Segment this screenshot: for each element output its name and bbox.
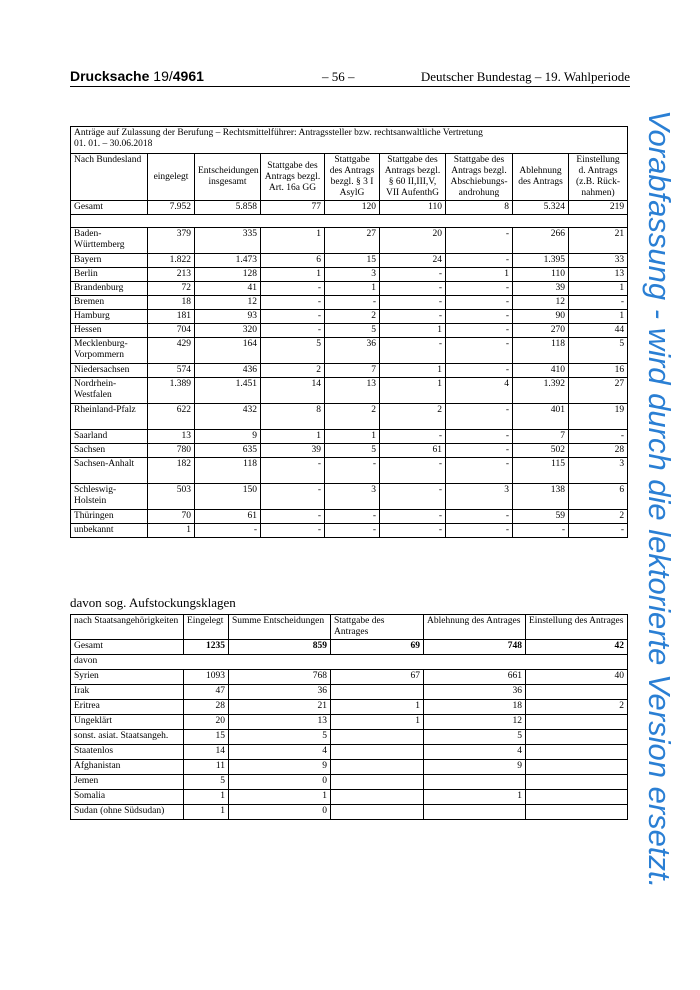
table-row — [71, 524, 628, 538]
table-cell: 72 — [148, 282, 195, 296]
table-row — [71, 268, 628, 282]
table-cell: 4 — [229, 745, 331, 760]
table-cell: Eritrea — [71, 700, 184, 715]
table-cell: 1 — [261, 268, 325, 282]
table-cell: 11 — [184, 760, 229, 775]
table-cell: 6 — [569, 484, 628, 510]
table-cell: Schleswig-Holstein — [71, 484, 148, 510]
table-cell — [526, 775, 628, 790]
table-cell — [331, 685, 424, 700]
table-cell: 1 — [229, 790, 331, 805]
table-cell: 39 — [261, 444, 325, 458]
table-cell: 1.473 — [195, 254, 261, 268]
table-cell: 4 — [424, 745, 526, 760]
table-cell: Rheinland-Pfalz — [71, 404, 148, 430]
table-cell: 1 — [148, 524, 195, 538]
table-cell: Baden-Württemberg — [71, 228, 148, 254]
table-cell: - — [380, 296, 446, 310]
column-header: Stattgabe des Antrags bezgl. § 3 I AsylG — [325, 154, 380, 201]
table-cell: 379 — [148, 228, 195, 254]
table-cell: 2 — [569, 510, 628, 524]
table-cell: - — [446, 228, 513, 254]
table-row — [71, 228, 628, 254]
table-row — [71, 404, 628, 430]
table-cell: 1.395 — [513, 254, 569, 268]
table-cell: 432 — [195, 404, 261, 430]
column-header: Stattgabe des Antrags bezgl. Art. 16a GG — [261, 154, 325, 201]
table-cell — [526, 730, 628, 745]
table-cell: 24 — [380, 254, 446, 268]
table-cell: 67 — [331, 670, 424, 685]
table-row — [71, 364, 628, 378]
table-row — [71, 430, 628, 444]
table-cell: 70 — [148, 510, 195, 524]
table-cell: 661 — [424, 670, 526, 685]
table-cell — [331, 775, 424, 790]
table-cell: 9 — [195, 430, 261, 444]
table-cell: Mecklenburg-Vorpommern — [71, 338, 148, 364]
document-number — [70, 68, 204, 84]
table-cell: 13 — [569, 268, 628, 282]
table-cell: 859 — [229, 640, 331, 655]
table-cell: Gesamt — [71, 640, 184, 655]
table-title-line1: Anträge auf Zulassung der Berufung – Rechtsmittelführer: Antragssteller bzw. rechtsanwaltliche Vertretung — [74, 128, 483, 138]
table-header-row — [71, 615, 628, 640]
header-rule — [70, 86, 630, 87]
table-cell: 5.324 — [513, 201, 569, 215]
table-cell: 110 — [513, 268, 569, 282]
table-cell: 13 — [229, 715, 331, 730]
table-row — [71, 715, 628, 730]
table-cell: - — [446, 338, 513, 364]
table-row — [71, 775, 628, 790]
table-cell: Berlin — [71, 268, 148, 282]
table-cell: 1235 — [184, 640, 229, 655]
table-cell: 14 — [184, 745, 229, 760]
table-cell: - — [569, 296, 628, 310]
table-cell: Afghanistan — [71, 760, 184, 775]
table-cell: Jemen — [71, 775, 184, 790]
table-cell: Sachsen — [71, 444, 148, 458]
table-cell: 47 — [184, 685, 229, 700]
table-cell: - — [380, 282, 446, 296]
table-cell: Sachsen-Anhalt — [71, 458, 148, 484]
table-cell: - — [380, 458, 446, 484]
doc-number-b: 4961 — [172, 68, 204, 84]
table-cell: 7.952 — [148, 201, 195, 215]
table-cell: 1 — [380, 364, 446, 378]
davon-row — [71, 655, 628, 670]
table-cell: 3 — [569, 458, 628, 484]
table-cell: - — [325, 458, 380, 484]
table-cell: 2 — [261, 364, 325, 378]
table-cell: 138 — [513, 484, 569, 510]
table-cell: - — [261, 324, 325, 338]
table-cell: 622 — [148, 404, 195, 430]
table-cell: 1.451 — [195, 378, 261, 404]
table-cell: 110 — [380, 201, 446, 215]
subtitle: davon sog. Aufstockungsklagen — [70, 595, 236, 610]
table-row — [71, 324, 628, 338]
table-cell: 5 — [325, 324, 380, 338]
table-cell: 5 — [229, 730, 331, 745]
table-cell: Thüringen — [71, 510, 148, 524]
table-cell: Brandenburg — [71, 282, 148, 296]
table-cell: 410 — [513, 364, 569, 378]
table-cell: 6 — [261, 254, 325, 268]
table-cell: 12 — [195, 296, 261, 310]
table-cell: 574 — [148, 364, 195, 378]
table-cell: 1 — [184, 790, 229, 805]
table-cell: 2 — [325, 404, 380, 430]
table-cell: Staatenlos — [71, 745, 184, 760]
table-cell: 59 — [513, 510, 569, 524]
table-cell: 320 — [195, 324, 261, 338]
table-cell: 5.858 — [195, 201, 261, 215]
table-cell — [526, 790, 628, 805]
table-cell: 36 — [325, 338, 380, 364]
table-row — [71, 790, 628, 805]
table-row — [71, 296, 628, 310]
table-row — [71, 458, 628, 484]
table-cell: 1 — [569, 310, 628, 324]
table-cell: Irak — [71, 685, 184, 700]
column-header: Ablehnung des Antrages — [424, 615, 526, 640]
table-cell: 0 — [229, 775, 331, 790]
column-header: Entscheidungen insgesamt — [195, 154, 261, 201]
table-cell: 1 — [331, 715, 424, 730]
table-cell: 20 — [184, 715, 229, 730]
table-cell: 28 — [184, 700, 229, 715]
table-cell: - — [446, 444, 513, 458]
table-cell: 7 — [325, 364, 380, 378]
table-row — [71, 730, 628, 745]
table-cell — [526, 685, 628, 700]
table-cell: 40 — [526, 670, 628, 685]
table-cell: 1 — [261, 228, 325, 254]
table-cell: Niedersachsen — [71, 364, 148, 378]
table-cell: 14 — [261, 378, 325, 404]
table-cell: 1 — [325, 430, 380, 444]
table-cell: 768 — [229, 670, 331, 685]
table-row — [71, 510, 628, 524]
table-cell: - — [569, 430, 628, 444]
table-row — [71, 745, 628, 760]
table-cell: 2 — [380, 404, 446, 430]
table-cell: - — [380, 524, 446, 538]
table-cell: 93 — [195, 310, 261, 324]
table-cell: 19 — [569, 404, 628, 430]
table-cell: 635 — [195, 444, 261, 458]
table-cell: 150 — [195, 484, 261, 510]
table-cell: - — [325, 510, 380, 524]
table-cell: - — [261, 310, 325, 324]
column-header: Einstellung d. Antrags (z.B. Rück-nahmen) — [569, 154, 628, 201]
table-cell: 61 — [195, 510, 261, 524]
table-cell: 182 — [148, 458, 195, 484]
table-cell: 5 — [424, 730, 526, 745]
appeals-table — [70, 126, 628, 538]
table-cell: 33 — [569, 254, 628, 268]
table-cell: 39 — [513, 282, 569, 296]
table-cell: 118 — [513, 338, 569, 364]
table-cell: 1 — [184, 805, 229, 820]
table-cell: 1.822 — [148, 254, 195, 268]
table-cell: 61 — [380, 444, 446, 458]
table-cell: 28 — [569, 444, 628, 458]
table-cell: 503 — [148, 484, 195, 510]
table-cell: 3 — [325, 484, 380, 510]
table-cell: - — [446, 430, 513, 444]
table-cell: 36 — [229, 685, 331, 700]
column-header: Stattgabe des Antrages — [331, 615, 424, 640]
table-cell: 42 — [526, 640, 628, 655]
table-cell: Bayern — [71, 254, 148, 268]
table-cell: 44 — [569, 324, 628, 338]
table-cell: 181 — [148, 310, 195, 324]
table-cell: - — [446, 510, 513, 524]
table-cell: - — [261, 282, 325, 296]
table-cell: 335 — [195, 228, 261, 254]
table-cell: 128 — [195, 268, 261, 282]
page-number: – 56 – — [322, 69, 355, 84]
table-cell: sonst. asiat. Staatsangeh. — [71, 730, 184, 745]
table-cell — [526, 715, 628, 730]
table-cell: 5 — [261, 338, 325, 364]
table-cell: 1 — [380, 324, 446, 338]
table-row — [71, 760, 628, 775]
table-cell: - — [446, 404, 513, 430]
table-cell: 21 — [569, 228, 628, 254]
table-cell: 120 — [325, 201, 380, 215]
spacer-cell — [71, 215, 628, 228]
table-cell: 13 — [325, 378, 380, 404]
table-row — [71, 378, 628, 404]
column-header: Nach Bundesland — [71, 154, 148, 201]
table-cell: Ungeklärt — [71, 715, 184, 730]
table-cell: 1 — [569, 282, 628, 296]
table-cell: 266 — [513, 228, 569, 254]
table-cell: 0 — [229, 805, 331, 820]
table-cell: 1 — [331, 700, 424, 715]
table-cell: - — [261, 484, 325, 510]
table-cell — [331, 805, 424, 820]
column-header: Summe Entscheidungen — [229, 615, 331, 640]
table-cell: 5 — [325, 444, 380, 458]
publisher: Deutscher Bundestag – 19. Wahlperiode — [420, 69, 630, 84]
table-cell: 36 — [424, 685, 526, 700]
table-cell: 748 — [424, 640, 526, 655]
table-cell: 115 — [513, 458, 569, 484]
table-cell: 2 — [526, 700, 628, 715]
table-cell: 90 — [513, 310, 569, 324]
table-cell: 118 — [195, 458, 261, 484]
table-row — [71, 254, 628, 268]
doc-number-a: 19/ — [153, 68, 173, 84]
table-row — [71, 670, 628, 685]
table-cell — [424, 775, 526, 790]
table-cell: - — [261, 458, 325, 484]
table-cell — [331, 760, 424, 775]
table-cell: 270 — [513, 324, 569, 338]
table-cell: 1 — [446, 268, 513, 282]
table-cell: Sudan (ohne Südsudan) — [71, 805, 184, 820]
table-row — [71, 700, 628, 715]
spacer-row — [71, 215, 628, 228]
table-cell: 1 — [380, 378, 446, 404]
table-cell: 77 — [261, 201, 325, 215]
table-cell: Syrien — [71, 670, 184, 685]
table-cell: 5 — [569, 338, 628, 364]
table-cell: - — [195, 524, 261, 538]
table-cell: 1.392 — [513, 378, 569, 404]
table-cell: - — [325, 296, 380, 310]
table-cell: 1.389 — [148, 378, 195, 404]
table-cell: 8 — [261, 404, 325, 430]
table-cell: 9 — [229, 760, 331, 775]
table-total-row — [71, 640, 628, 655]
table-row — [71, 805, 628, 820]
table-cell — [331, 730, 424, 745]
table-cell: 1 — [325, 282, 380, 296]
table-cell: Bremen — [71, 296, 148, 310]
table-cell: - — [569, 524, 628, 538]
table-cell: Hamburg — [71, 310, 148, 324]
table-header-row — [71, 154, 628, 201]
column-header: eingelegt — [148, 154, 195, 201]
table-cell: 401 — [513, 404, 569, 430]
table-cell: 502 — [513, 444, 569, 458]
table-cell: 15 — [184, 730, 229, 745]
table-cell: - — [261, 296, 325, 310]
table-cell — [424, 805, 526, 820]
table-cell: 41 — [195, 282, 261, 296]
table-cell: - — [446, 458, 513, 484]
table-cell: Hessen — [71, 324, 148, 338]
table-cell: 1093 — [184, 670, 229, 685]
column-header: Einstellung des Antrages — [526, 615, 628, 640]
table-title — [71, 127, 628, 154]
table-cell: 18 — [424, 700, 526, 715]
table-cell: 219 — [569, 201, 628, 215]
table-cell: 8 — [446, 201, 513, 215]
table-cell: Nordrhein-Westfalen — [71, 378, 148, 404]
table-cell: - — [380, 310, 446, 324]
davon-label: davon — [71, 655, 628, 670]
table-row — [71, 444, 628, 458]
table-cell: 27 — [569, 378, 628, 404]
table-cell: 20 — [380, 228, 446, 254]
table-cell: - — [261, 524, 325, 538]
table-cell: - — [325, 524, 380, 538]
table-cell: 5 — [184, 775, 229, 790]
table-row — [71, 685, 628, 700]
table-cell: 15 — [325, 254, 380, 268]
table-cell: 164 — [195, 338, 261, 364]
table-cell: - — [446, 524, 513, 538]
table-cell: 4 — [446, 378, 513, 404]
table-cell: Gesamt — [71, 201, 148, 215]
column-header: Eingelegt — [184, 615, 229, 640]
table-cell: 429 — [148, 338, 195, 364]
table-cell: 21 — [229, 700, 331, 715]
table-cell: 213 — [148, 268, 195, 282]
table-cell: 3 — [446, 484, 513, 510]
table-cell: Saarland — [71, 430, 148, 444]
table-cell: Somalia — [71, 790, 184, 805]
table-title-line2: 01. 01. – 30.06.2018 — [74, 139, 153, 149]
table-cell: - — [446, 282, 513, 296]
table-cell: - — [446, 310, 513, 324]
table-title-row — [71, 127, 628, 154]
table-cell: 704 — [148, 324, 195, 338]
table-cell: 12 — [513, 296, 569, 310]
table-cell — [526, 745, 628, 760]
column-header: Stattgabe des Antrags bezgl. Abschiebungs-androhung — [446, 154, 513, 201]
doc-prefix: Drucksache — [70, 68, 150, 84]
table-row — [71, 310, 628, 324]
table-total-row — [71, 201, 628, 215]
table-cell: 1 — [261, 430, 325, 444]
table-cell: - — [261, 510, 325, 524]
table-cell: - — [380, 510, 446, 524]
watermark-text: Vorabfassung - wird durch die lektorierte Version ersetzt. — [642, 110, 677, 889]
table-cell: 27 — [325, 228, 380, 254]
table-cell: unbekannt — [71, 524, 148, 538]
table-cell: - — [513, 524, 569, 538]
table-cell — [526, 805, 628, 820]
table-row — [71, 484, 628, 510]
table-cell: 69 — [331, 640, 424, 655]
column-header: nach Staatsangehörigkeiten — [71, 615, 184, 640]
table-row — [71, 338, 628, 364]
table-cell: - — [446, 254, 513, 268]
page-header — [70, 68, 630, 86]
table-cell — [331, 745, 424, 760]
table-cell: - — [380, 484, 446, 510]
table-cell: - — [446, 324, 513, 338]
table-cell — [526, 760, 628, 775]
table-cell: 3 — [325, 268, 380, 282]
table-cell: - — [446, 296, 513, 310]
table-cell: 780 — [148, 444, 195, 458]
table-cell: 1 — [424, 790, 526, 805]
table-cell: 436 — [195, 364, 261, 378]
table-cell: - — [380, 268, 446, 282]
table-row — [71, 282, 628, 296]
table-cell: 16 — [569, 364, 628, 378]
watermark — [636, 110, 682, 900]
table-cell: 7 — [513, 430, 569, 444]
table-cell: 2 — [325, 310, 380, 324]
column-header: Ablehnung des Antrags — [513, 154, 569, 201]
table-cell: 13 — [148, 430, 195, 444]
nationality-table — [70, 614, 628, 820]
table-cell: - — [380, 430, 446, 444]
table-cell: 18 — [148, 296, 195, 310]
table-cell — [331, 790, 424, 805]
table-cell: 12 — [424, 715, 526, 730]
table-cell: 9 — [424, 760, 526, 775]
table-cell: - — [380, 338, 446, 364]
table-cell: - — [446, 364, 513, 378]
column-header: Stattgabe des Antrags bezgl. § 60 II,III,V, VII AufenthG — [380, 154, 446, 201]
